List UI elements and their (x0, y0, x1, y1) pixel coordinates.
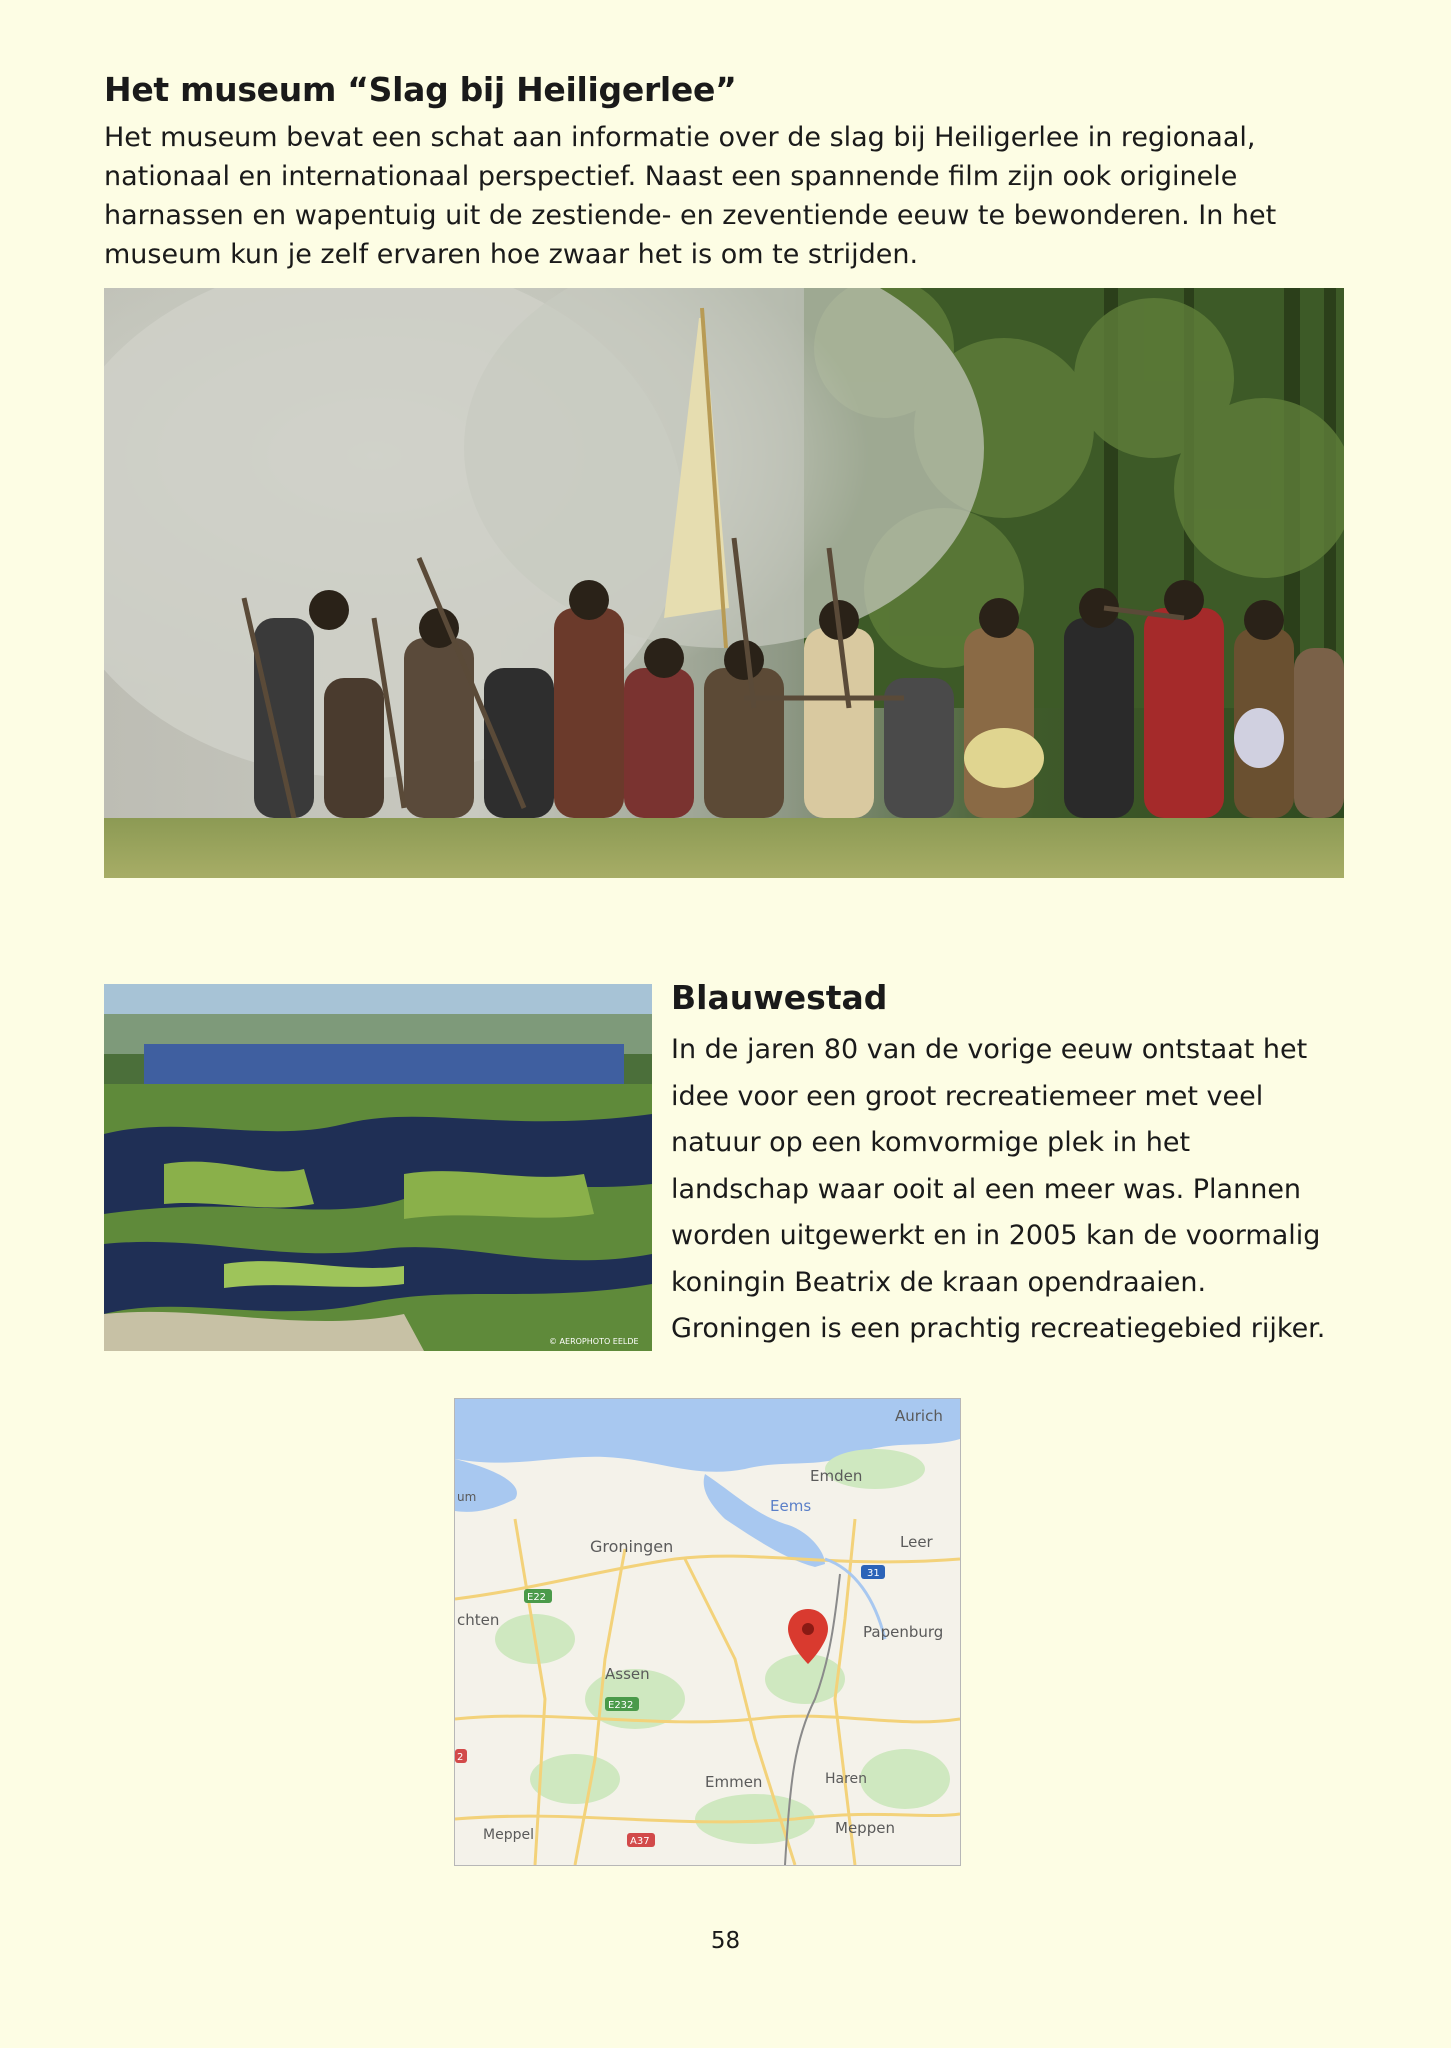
photo-credit: © AEROPHOTO EELDE (549, 1337, 639, 1346)
road-shield-a2: 2 (457, 1752, 464, 1763)
museum-paragraph: Het museum bevat een schat aan informatie over de slag bij Heiligerlee in regionaal, nationaal en internationaal perspectief. Naast een spannende film zijn ook originele harnassen en wapentuig uit de zestiende- en zeventiende eeuw te bewonderen. In het museum kun je zelf ervaren hoe zwaar het is om te strijden. (104, 122, 1277, 270)
map-label-papenburg: Papenburg (863, 1623, 944, 1641)
blauwestad-aerial-photo (104, 984, 652, 1351)
map-label-chten: chten (457, 1611, 500, 1629)
page-number: 58 (710, 1928, 741, 1954)
map-label-assen: Assen (605, 1665, 650, 1683)
road-shield-31: 31 (867, 1568, 880, 1579)
map-label-leer: Leer (900, 1533, 933, 1551)
battle-reenactment-photo (104, 288, 1344, 878)
road-shield-e22: E22 (527, 1592, 547, 1603)
blauwestad-heading: Blauwestad (671, 978, 888, 1017)
road-shield-e232: E232 (608, 1700, 634, 1711)
map-label-emden: Emden (810, 1467, 863, 1485)
map-label-um: um (457, 1490, 477, 1504)
blauwestad-paragraph: In de jaren 80 van de vorige eeuw ontstaat het idee voor een groot recreatiemeer met veel natuur op een komvormige plek in het landschap waar ooit al een meer was. Plannen worden uitgewerkt en in 2005 kan de voormalig koningin Beatrix de kraan opendraaien. Groningen is een prachtig recreatiegebied rijker. (671, 1034, 1326, 1344)
location-map[interactable] (454, 1398, 961, 1866)
map-label-meppel: Meppel (483, 1827, 534, 1843)
museum-heading: Het museum “Slag bij Heiligerlee” (104, 70, 737, 109)
map-label-meppen: Meppen (835, 1819, 895, 1837)
map-label-eems: Eems (770, 1497, 812, 1515)
map-label-haren: Haren (825, 1771, 868, 1787)
map-label-emmen: Emmen (705, 1773, 763, 1791)
map-label-groningen: Groningen (590, 1537, 674, 1556)
road-shield-a37: A37 (630, 1836, 650, 1847)
map-label-aurich: Aurich (895, 1407, 943, 1425)
